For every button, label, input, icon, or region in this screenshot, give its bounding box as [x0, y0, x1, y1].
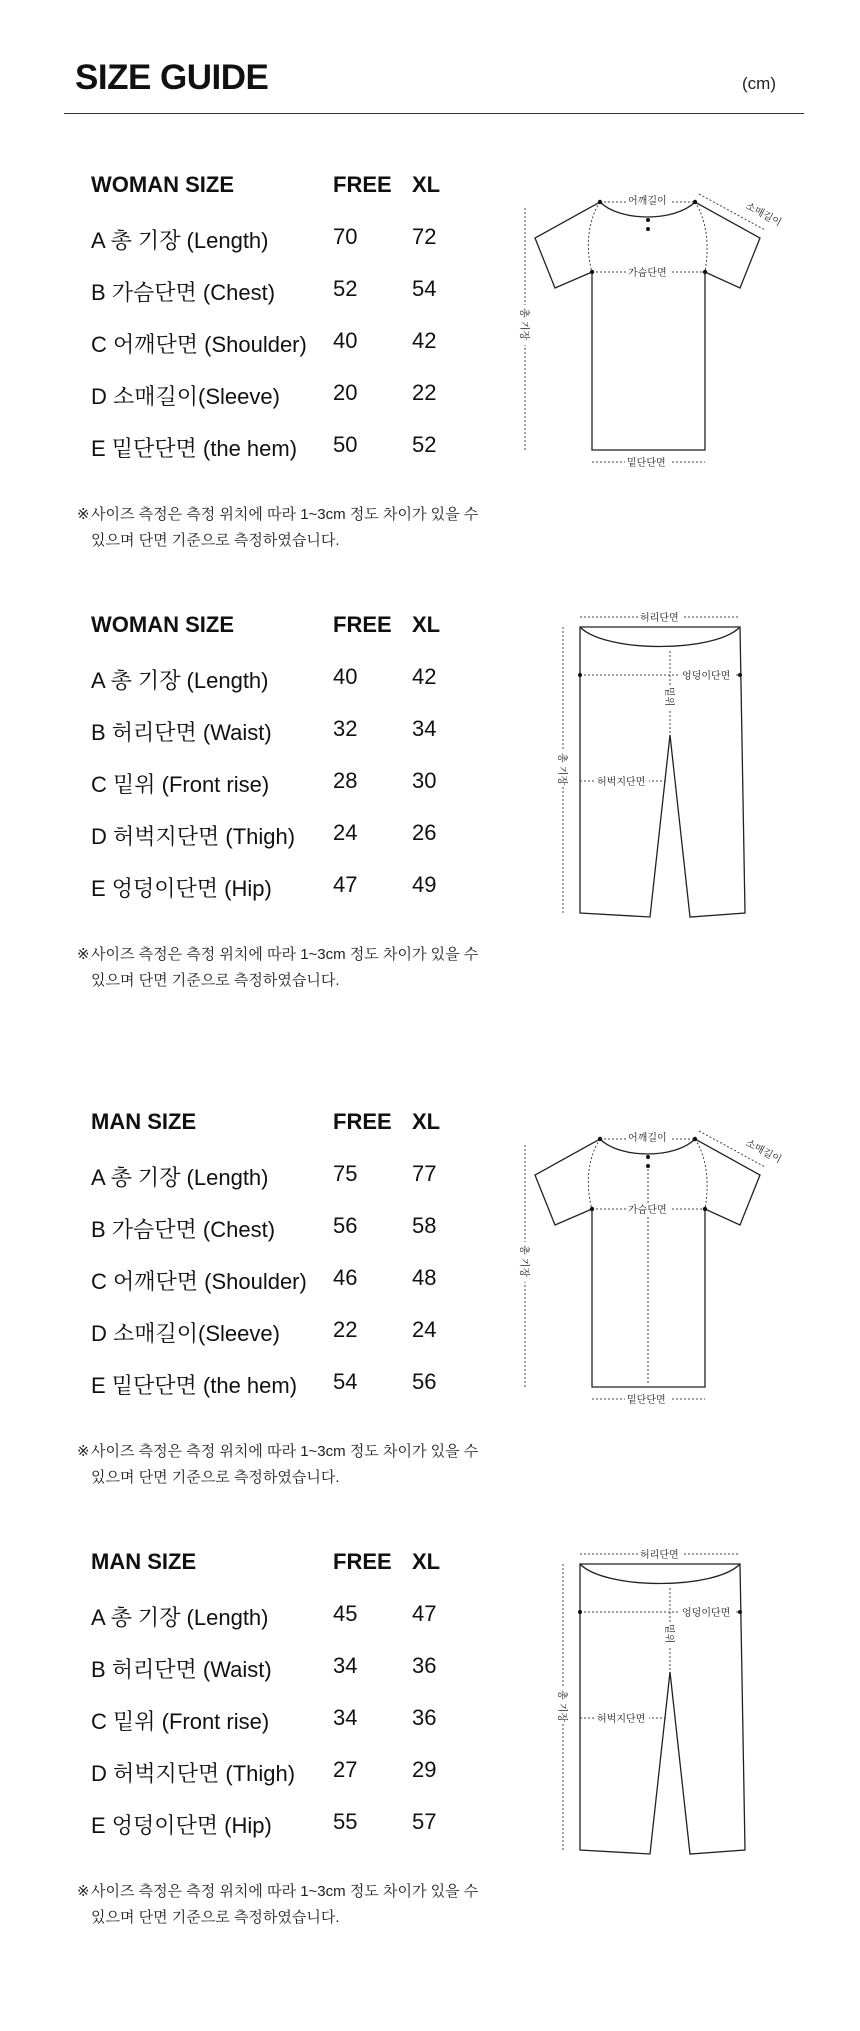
man-bottom-section: [0, 1537, 860, 1957]
table-row: [0, 1161, 520, 1201]
woman-top-section: [0, 160, 860, 580]
table-row: [0, 1653, 520, 1693]
table-header-row: [0, 172, 520, 212]
table-row: [0, 1213, 520, 1253]
note-line-2: 있으며 단면 기준으로 측정하였습니다.: [91, 1909, 340, 1926]
note-mark: ※: [77, 1883, 90, 1900]
table-header-free: FREE: [333, 1109, 392, 1134]
table-header-xl: XL: [412, 1549, 441, 1574]
row-free: 50: [333, 432, 358, 457]
diagram-label-shoulder: 어깨길이: [628, 1133, 667, 1144]
size-guide-header: [0, 0, 860, 120]
table-row: [0, 820, 520, 860]
note-mark: ※: [77, 946, 90, 963]
row-xl: 72: [412, 224, 437, 249]
row-free: 27: [333, 1757, 358, 1782]
note-line-2: 있으며 단면 기준으로 측정하였습니다.: [91, 532, 340, 549]
row-xl: 52: [412, 432, 437, 457]
table-row: [0, 328, 520, 368]
diagram-label-chest: 가슴단면: [628, 268, 667, 279]
diagram-label-rise: 밑위: [663, 1624, 674, 1644]
row-free: 46: [333, 1265, 358, 1290]
pants-diagram: [545, 605, 785, 925]
table-row: [0, 1757, 520, 1797]
diagram-label-length: 총 기장: [518, 1245, 529, 1278]
row-label: D 허벅지단면 (Thigh): [91, 1761, 296, 1786]
row-label: E 엉덩이단면 (Hip): [91, 1813, 272, 1838]
table-row: [0, 872, 520, 912]
page-title: SIZE GUIDE: [75, 58, 269, 97]
row-free: 34: [333, 1653, 358, 1678]
table-header-row: [0, 1549, 520, 1589]
row-free: 56: [333, 1213, 358, 1238]
table-header-xl: XL: [412, 1109, 441, 1134]
table-row: [0, 1601, 520, 1641]
row-label: C 어깨단면 (Shoulder): [91, 332, 307, 357]
table-header-xl: XL: [412, 612, 441, 637]
note-line-1: 사이즈 측정은 측정 위치에 따라 1~3cm 정도 차이가 있을 수: [91, 506, 479, 523]
measurement-note: [77, 942, 527, 994]
table-header-free: FREE: [333, 1549, 392, 1574]
table-row: [0, 768, 520, 808]
row-free: 32: [333, 716, 358, 741]
measurement-note: [77, 1879, 527, 1931]
diagram-label-waist: 허리단면: [640, 1550, 679, 1561]
man-top-section: [0, 1097, 860, 1517]
row-xl: 57: [412, 1809, 437, 1834]
measurement-note: [77, 1439, 527, 1491]
table-row: [0, 380, 520, 420]
measurement-note: [77, 502, 527, 554]
diagram-label-sleeve: 소매길이: [743, 1137, 783, 1166]
header-divider: [64, 113, 804, 114]
table-header-row: [0, 612, 520, 652]
diagram-label-hip: 엉덩이단면: [682, 1608, 731, 1619]
note-line-1: 사이즈 측정은 측정 위치에 따라 1~3cm 정도 차이가 있을 수: [91, 1443, 479, 1460]
row-xl: 42: [412, 328, 437, 353]
diagram-label-length: 총 기장: [518, 308, 529, 341]
tshirt-diagram: [515, 1117, 815, 1406]
row-label: E 엉덩이단면 (Hip): [91, 876, 272, 901]
row-xl: 56: [412, 1369, 437, 1394]
table-row: [0, 224, 520, 264]
table-header-label: WOMAN SIZE: [91, 612, 234, 637]
table-row: [0, 1265, 520, 1305]
diagram-label-length: 총 기장: [556, 1690, 567, 1723]
row-xl: 34: [412, 716, 437, 741]
diagram-label-hem: 밑단단면: [627, 458, 666, 469]
table-row: [0, 1369, 520, 1409]
row-xl: 24: [412, 1317, 437, 1342]
row-label: E 밑단단면 (the hem): [91, 436, 298, 461]
row-free: 40: [333, 328, 358, 353]
row-xl: 22: [412, 380, 437, 405]
row-xl: 47: [412, 1601, 437, 1626]
row-label: A 총 기장 (Length): [91, 668, 269, 693]
row-free: 54: [333, 1369, 358, 1394]
note-mark: ※: [77, 1443, 90, 1460]
row-xl: 29: [412, 1757, 437, 1782]
row-label: B 가슴단면 (Chest): [91, 1217, 276, 1242]
unit-label: (cm): [742, 74, 776, 93]
row-xl: 36: [412, 1705, 437, 1730]
table-row: [0, 664, 520, 704]
diagram-label-shoulder: 어깨길이: [628, 196, 667, 207]
row-xl: 58: [412, 1213, 437, 1238]
pants-diagram: [545, 1542, 785, 1862]
table-row: [0, 716, 520, 756]
diagram-label-rise: 밑위: [663, 687, 674, 707]
tshirt-svg: [515, 180, 815, 469]
row-xl: 48: [412, 1265, 437, 1290]
row-xl: 54: [412, 276, 437, 301]
row-label: B 가슴단면 (Chest): [91, 280, 276, 305]
table-row: [0, 276, 520, 316]
pants-svg: [545, 1542, 785, 1862]
diagram-label-length: 총 기장: [556, 753, 567, 786]
row-label: D 소매길이(Sleeve): [91, 384, 280, 409]
row-label: A 총 기장 (Length): [91, 1165, 269, 1190]
row-xl: 36: [412, 1653, 437, 1678]
table-header-xl: XL: [412, 172, 441, 197]
table-row: [0, 1317, 520, 1357]
diagram-label-chest: 가슴단면: [628, 1205, 667, 1216]
table-header-free: FREE: [333, 612, 392, 637]
row-label: C 밑위 (Front rise): [91, 1709, 270, 1734]
note-line-1: 사이즈 측정은 측정 위치에 따라 1~3cm 정도 차이가 있을 수: [91, 946, 479, 963]
row-label: D 허벅지단면 (Thigh): [91, 824, 296, 849]
row-label: D 소매길이(Sleeve): [91, 1321, 280, 1346]
row-free: 28: [333, 768, 358, 793]
row-free: 20: [333, 380, 358, 405]
row-free: 40: [333, 664, 358, 689]
diagram-label-hip: 엉덩이단면: [682, 671, 731, 682]
table-header-label: MAN SIZE: [91, 1109, 197, 1134]
row-label: A 총 기장 (Length): [91, 1605, 269, 1630]
pants-svg: [545, 605, 785, 925]
row-free: 45: [333, 1601, 358, 1626]
table-header-free: FREE: [333, 172, 392, 197]
table-row: [0, 1705, 520, 1745]
row-label: C 밑위 (Front rise): [91, 772, 270, 797]
row-free: 55: [333, 1809, 358, 1834]
row-free: 34: [333, 1705, 358, 1730]
row-free: 52: [333, 276, 358, 301]
row-xl: 42: [412, 664, 437, 689]
diagram-label-thigh: 허벅지단면: [597, 777, 646, 788]
row-free: 70: [333, 224, 358, 249]
diagram-label-sleeve: 소매길이: [743, 200, 783, 229]
row-xl: 77: [412, 1161, 437, 1186]
diagram-label-waist: 허리단면: [640, 613, 679, 624]
row-xl: 49: [412, 872, 437, 897]
table-header-row: [0, 1109, 520, 1149]
note-line-1: 사이즈 측정은 측정 위치에 따라 1~3cm 정도 차이가 있을 수: [91, 1883, 479, 1900]
row-free: 24: [333, 820, 358, 845]
note-line-2: 있으며 단면 기준으로 측정하였습니다.: [91, 1469, 340, 1486]
diagram-label-hem: 밑단단면: [627, 1395, 666, 1406]
table-header-label: WOMAN SIZE: [91, 172, 234, 197]
row-label: C 어깨단면 (Shoulder): [91, 1269, 307, 1294]
row-free: 22: [333, 1317, 358, 1342]
tshirt-diagram: [515, 180, 815, 469]
table-row: [0, 432, 520, 472]
woman-bottom-section: [0, 600, 860, 1020]
row-xl: 30: [412, 768, 437, 793]
note-line-2: 있으며 단면 기준으로 측정하였습니다.: [91, 972, 340, 989]
row-free: 75: [333, 1161, 358, 1186]
table-row: [0, 1809, 520, 1849]
row-label: B 허리단면 (Waist): [91, 720, 272, 745]
row-xl: 26: [412, 820, 437, 845]
row-label: E 밑단단면 (the hem): [91, 1373, 298, 1398]
table-header-label: MAN SIZE: [91, 1549, 197, 1574]
note-mark: ※: [77, 506, 90, 523]
diagram-label-thigh: 허벅지단면: [597, 1714, 646, 1725]
tshirt-svg: [515, 1117, 815, 1406]
row-label: A 총 기장 (Length): [91, 228, 269, 253]
row-free: 47: [333, 872, 358, 897]
row-label: B 허리단면 (Waist): [91, 1657, 272, 1682]
